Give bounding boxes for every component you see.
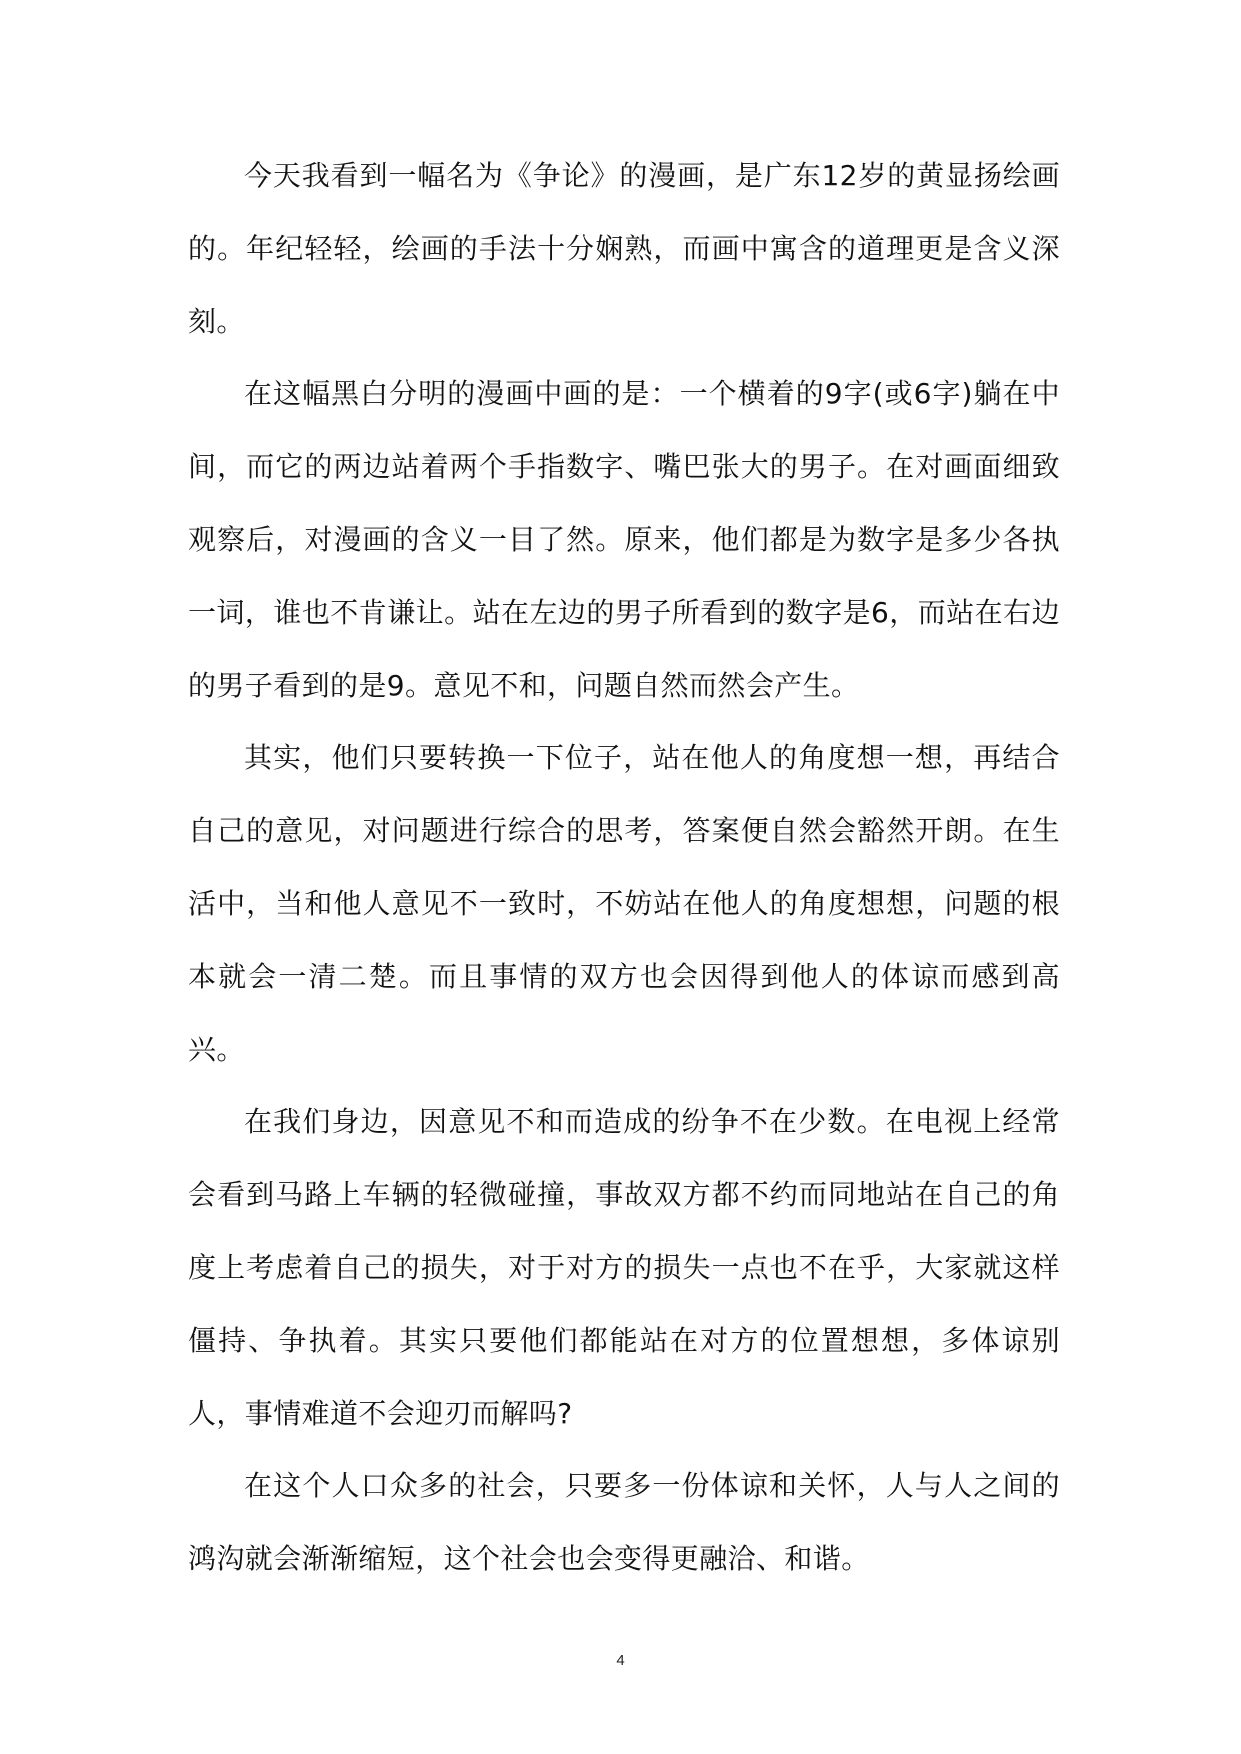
document-body xyxy=(188,140,1060,1596)
paragraph-1: 今天我看到一幅名为《争论》的漫画，是广东12岁的黄显扬绘画的。年纪轻轻，绘画的手法十分娴熟，而画中寓含的道理更是含义深刻。 xyxy=(188,159,1060,338)
paragraph-5: 在这个人口众多的社会，只要多一份体谅和关怀，人与人之间的鸿沟就会渐渐缩短，这个社会也会变得更融洽、和谐。 xyxy=(188,1469,1060,1576)
paragraph-2: 在这幅黑白分明的漫画中画的是：一个横着的9字(或6字)躺在中间，而它的两边站着两个手指数字、嘴巴张大的男子。在对画面细致观察后，对漫画的含义一目了然。原来，他们都是为数字是多少各执一词，谁也不肯谦让。站在左边的男子所看到的数字是6，而站在右边的男子看到的是9。意见不和，问题自然而然会产生。 xyxy=(188,377,1060,702)
paragraph-3: 其实，他们只要转换一下位子，站在他人的角度想一想，再结合自己的意见，对问题进行综合的思考，答案便自然会豁然开朗。在生活中，当和他人意见不一致时，不妨站在他人的角度想想，问题的根本就会一清二楚。而且事情的双方也会因得到他人的体谅而感到高兴。 xyxy=(188,741,1060,1066)
page-number: 4 xyxy=(616,1652,625,1669)
paragraph-4: 在我们身边，因意见不和而造成的纷争不在少数。在电视上经常会看到马路上车辆的轻微碰撞，事故双方都不约而同地站在自己的角度上考虑着自己的损失，对于对方的损失一点也不在乎，大家就这样僵持、争执着。其实只要他们都能站在对方的位置想想，多体谅别人，事情难道不会迎刃而解吗? xyxy=(188,1105,1060,1430)
